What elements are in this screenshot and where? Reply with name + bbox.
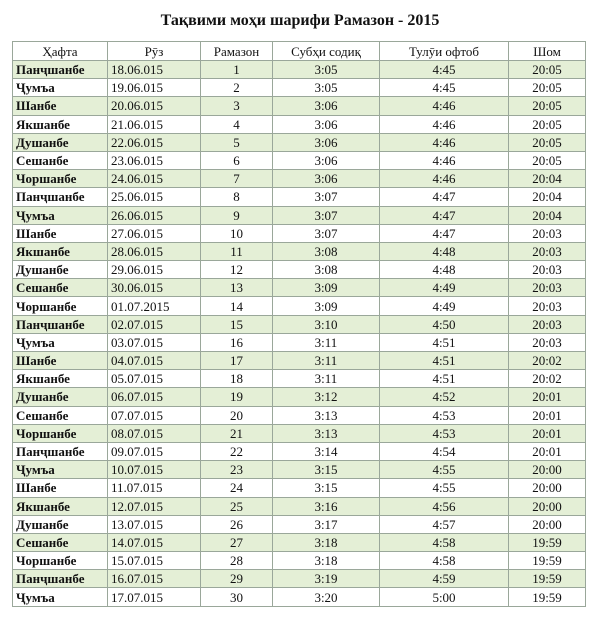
cell-date: 19.06.015 <box>108 79 201 97</box>
cell-date: 30.06.015 <box>108 279 201 297</box>
table-row <box>13 79 586 97</box>
cell-dawn: 3:09 <box>273 297 380 315</box>
cell-sunrise: 4:54 <box>380 442 509 460</box>
table-row <box>13 533 586 551</box>
cell-sunrise: 4:49 <box>380 279 509 297</box>
cell-weekday: Якшанбе <box>13 115 108 133</box>
cell-ramadan-day: 24 <box>201 479 273 497</box>
cell-dawn: 3:20 <box>273 588 380 606</box>
cell-sunrise: 4:48 <box>380 242 509 260</box>
cell-ramadan-day: 15 <box>201 315 273 333</box>
cell-ramadan-day: 29 <box>201 570 273 588</box>
cell-weekday: Ҷумъа <box>13 588 108 606</box>
cell-ramadan-day: 21 <box>201 424 273 442</box>
cell-ramadan-day: 28 <box>201 552 273 570</box>
cell-sunset: 20:05 <box>509 115 586 133</box>
cell-sunset: 20:05 <box>509 61 586 79</box>
cell-weekday: Душанбе <box>13 515 108 533</box>
cell-sunrise: 4:46 <box>380 170 509 188</box>
cell-dawn: 3:08 <box>273 261 380 279</box>
cell-date: 16.07.015 <box>108 570 201 588</box>
cell-dawn: 3:06 <box>273 97 380 115</box>
cell-ramadan-day: 26 <box>201 515 273 533</box>
cell-date: 04.07.015 <box>108 352 201 370</box>
table-row <box>13 570 586 588</box>
cell-sunrise: 4:46 <box>380 133 509 151</box>
table-row <box>13 461 586 479</box>
cell-sunrise: 4:51 <box>380 352 509 370</box>
cell-sunrise: 4:59 <box>380 570 509 588</box>
cell-sunset: 20:03 <box>509 333 586 351</box>
table-row <box>13 133 586 151</box>
cell-weekday: Якшанбе <box>13 242 108 260</box>
cell-sunrise: 4:47 <box>380 206 509 224</box>
header-week: Ҳафта <box>13 42 108 61</box>
cell-dawn: 3:08 <box>273 242 380 260</box>
cell-sunset: 20:05 <box>509 151 586 169</box>
table-row <box>13 515 586 533</box>
cell-sunset: 20:00 <box>509 497 586 515</box>
cell-sunset: 20:03 <box>509 242 586 260</box>
cell-sunset: 20:02 <box>509 352 586 370</box>
cell-weekday: Ҷумъа <box>13 206 108 224</box>
cell-sunset: 20:03 <box>509 224 586 242</box>
cell-sunrise: 4:53 <box>380 424 509 442</box>
cell-sunrise: 4:45 <box>380 79 509 97</box>
cell-sunset: 20:04 <box>509 170 586 188</box>
cell-weekday: Сешанбе <box>13 151 108 169</box>
cell-sunset: 20:01 <box>509 442 586 460</box>
cell-ramadan-day: 4 <box>201 115 273 133</box>
cell-date: 11.07.015 <box>108 479 201 497</box>
cell-sunrise: 4:46 <box>380 151 509 169</box>
cell-weekday: Шанбе <box>13 224 108 242</box>
cell-weekday: Чоршанбе <box>13 424 108 442</box>
table-row <box>13 552 586 570</box>
table-row <box>13 370 586 388</box>
cell-date: 17.07.015 <box>108 588 201 606</box>
table-row <box>13 151 586 169</box>
cell-date: 22.06.015 <box>108 133 201 151</box>
cell-weekday: Панҷшанбе <box>13 61 108 79</box>
cell-ramadan-day: 14 <box>201 297 273 315</box>
cell-sunset: 20:04 <box>509 206 586 224</box>
cell-sunset: 20:03 <box>509 297 586 315</box>
cell-ramadan-day: 5 <box>201 133 273 151</box>
cell-dawn: 3:07 <box>273 224 380 242</box>
cell-ramadan-day: 17 <box>201 352 273 370</box>
cell-sunrise: 4:48 <box>380 261 509 279</box>
cell-weekday: Шанбе <box>13 352 108 370</box>
cell-date: 27.06.015 <box>108 224 201 242</box>
table-row <box>13 352 586 370</box>
cell-sunrise: 4:51 <box>380 333 509 351</box>
cell-date: 02.07.015 <box>108 315 201 333</box>
cell-sunset: 20:00 <box>509 515 586 533</box>
cell-date: 08.07.015 <box>108 424 201 442</box>
table-row <box>13 206 586 224</box>
cell-weekday: Ҷумъа <box>13 79 108 97</box>
cell-dawn: 3:14 <box>273 442 380 460</box>
cell-ramadan-day: 8 <box>201 188 273 206</box>
cell-dawn: 3:15 <box>273 479 380 497</box>
cell-sunrise: 4:56 <box>380 497 509 515</box>
cell-sunset: 20:05 <box>509 133 586 151</box>
cell-ramadan-day: 1 <box>201 61 273 79</box>
cell-date: 09.07.015 <box>108 442 201 460</box>
cell-date: 10.07.015 <box>108 461 201 479</box>
cell-dawn: 3:11 <box>273 333 380 351</box>
cell-sunrise: 4:53 <box>380 406 509 424</box>
cell-ramadan-day: 3 <box>201 97 273 115</box>
cell-dawn: 3:11 <box>273 352 380 370</box>
cell-dawn: 3:05 <box>273 79 380 97</box>
cell-ramadan-day: 11 <box>201 242 273 260</box>
cell-weekday: Чоршанбе <box>13 552 108 570</box>
cell-sunrise: 4:46 <box>380 115 509 133</box>
cell-date: 18.06.015 <box>108 61 201 79</box>
cell-weekday: Сешанбе <box>13 533 108 551</box>
cell-dawn: 3:07 <box>273 188 380 206</box>
cell-weekday: Сешанбе <box>13 406 108 424</box>
cell-weekday: Душанбе <box>13 261 108 279</box>
cell-dawn: 3:09 <box>273 279 380 297</box>
cell-dawn: 3:15 <box>273 461 380 479</box>
cell-dawn: 3:06 <box>273 151 380 169</box>
cell-sunset: 20:00 <box>509 479 586 497</box>
table-row <box>13 115 586 133</box>
cell-weekday: Панҷшанбе <box>13 188 108 206</box>
cell-sunset: 20:01 <box>509 388 586 406</box>
cell-weekday: Шанбе <box>13 479 108 497</box>
cell-sunrise: 4:58 <box>380 533 509 551</box>
table-row <box>13 97 586 115</box>
cell-date: 20.06.015 <box>108 97 201 115</box>
cell-dawn: 3:06 <box>273 133 380 151</box>
cell-dawn: 3:05 <box>273 61 380 79</box>
cell-ramadan-day: 7 <box>201 170 273 188</box>
cell-sunset: 20:05 <box>509 79 586 97</box>
cell-sunset: 20:01 <box>509 406 586 424</box>
table-body <box>13 61 586 607</box>
cell-sunset: 19:59 <box>509 588 586 606</box>
cell-sunrise: 4:55 <box>380 461 509 479</box>
cell-sunrise: 4:58 <box>380 552 509 570</box>
cell-ramadan-day: 20 <box>201 406 273 424</box>
cell-sunrise: 4:57 <box>380 515 509 533</box>
header-ramadan: Рамазон <box>201 42 273 61</box>
table-row <box>13 442 586 460</box>
cell-sunset: 20:05 <box>509 97 586 115</box>
cell-ramadan-day: 22 <box>201 442 273 460</box>
cell-ramadan-day: 19 <box>201 388 273 406</box>
cell-sunset: 19:59 <box>509 570 586 588</box>
cell-date: 15.07.015 <box>108 552 201 570</box>
cell-ramadan-day: 9 <box>201 206 273 224</box>
cell-date: 23.06.015 <box>108 151 201 169</box>
cell-sunrise: 4:50 <box>380 315 509 333</box>
header-row <box>13 42 586 61</box>
cell-sunrise: 4:51 <box>380 370 509 388</box>
table-row <box>13 333 586 351</box>
cell-sunrise: 4:52 <box>380 388 509 406</box>
cell-sunset: 20:03 <box>509 315 586 333</box>
cell-weekday: Панҷшанбе <box>13 315 108 333</box>
cell-date: 07.07.015 <box>108 406 201 424</box>
cell-date: 25.06.015 <box>108 188 201 206</box>
cell-date: 05.07.015 <box>108 370 201 388</box>
cell-ramadan-day: 25 <box>201 497 273 515</box>
cell-sunset: 20:02 <box>509 370 586 388</box>
cell-dawn: 3:12 <box>273 388 380 406</box>
cell-date: 24.06.015 <box>108 170 201 188</box>
cell-weekday: Ҷумъа <box>13 461 108 479</box>
cell-weekday: Чоршанбе <box>13 297 108 315</box>
cell-weekday: Панҷшанбе <box>13 570 108 588</box>
cell-sunset: 20:03 <box>509 261 586 279</box>
header-sunrise: Тулӯи офтоб <box>380 42 509 61</box>
cell-weekday: Якшанбе <box>13 370 108 388</box>
table-row <box>13 279 586 297</box>
header-sunset: Шом <box>509 42 586 61</box>
table-row <box>13 242 586 260</box>
table-row <box>13 479 586 497</box>
cell-sunrise: 4:55 <box>380 479 509 497</box>
cell-sunset: 19:59 <box>509 552 586 570</box>
table-row <box>13 170 586 188</box>
cell-sunrise: 4:47 <box>380 188 509 206</box>
cell-dawn: 3:13 <box>273 424 380 442</box>
cell-dawn: 3:11 <box>273 370 380 388</box>
table-row <box>13 388 586 406</box>
cell-dawn: 3:06 <box>273 170 380 188</box>
cell-weekday: Душанбе <box>13 388 108 406</box>
cell-date: 26.06.015 <box>108 206 201 224</box>
cell-sunset: 19:59 <box>509 533 586 551</box>
cell-ramadan-day: 30 <box>201 588 273 606</box>
cell-sunrise: 4:49 <box>380 297 509 315</box>
table-row <box>13 315 586 333</box>
cell-date: 28.06.015 <box>108 242 201 260</box>
cell-date: 01.07.2015 <box>108 297 201 315</box>
cell-dawn: 3:13 <box>273 406 380 424</box>
cell-sunrise: 4:46 <box>380 97 509 115</box>
cell-date: 03.07.015 <box>108 333 201 351</box>
table-row <box>13 497 586 515</box>
cell-weekday: Сешанбе <box>13 279 108 297</box>
table-row <box>13 61 586 79</box>
table-row <box>13 588 586 606</box>
cell-ramadan-day: 18 <box>201 370 273 388</box>
cell-weekday: Чоршанбе <box>13 170 108 188</box>
cell-date: 29.06.015 <box>108 261 201 279</box>
cell-ramadan-day: 13 <box>201 279 273 297</box>
table-row <box>13 297 586 315</box>
cell-ramadan-day: 16 <box>201 333 273 351</box>
cell-sunrise: 4:47 <box>380 224 509 242</box>
cell-weekday: Якшанбе <box>13 497 108 515</box>
cell-dawn: 3:10 <box>273 315 380 333</box>
cell-date: 06.07.015 <box>108 388 201 406</box>
cell-ramadan-day: 23 <box>201 461 273 479</box>
cell-dawn: 3:19 <box>273 570 380 588</box>
cell-ramadan-day: 12 <box>201 261 273 279</box>
cell-date: 12.07.015 <box>108 497 201 515</box>
cell-weekday: Душанбе <box>13 133 108 151</box>
calendar-title: Тақвими моҳи шарифи Рамазон - 2015 <box>160 12 440 29</box>
cell-date: 21.06.015 <box>108 115 201 133</box>
table-row <box>13 261 586 279</box>
cell-sunrise: 5:00 <box>380 588 509 606</box>
cell-dawn: 3:07 <box>273 206 380 224</box>
cell-weekday: Панҷшанбе <box>13 442 108 460</box>
cell-ramadan-day: 10 <box>201 224 273 242</box>
cell-sunset: 20:03 <box>509 279 586 297</box>
cell-dawn: 3:18 <box>273 552 380 570</box>
cell-weekday: Ҷумъа <box>13 333 108 351</box>
cell-ramadan-day: 6 <box>201 151 273 169</box>
cell-dawn: 3:16 <box>273 497 380 515</box>
ramadan-timetable <box>12 41 586 607</box>
cell-sunrise: 4:45 <box>380 61 509 79</box>
cell-sunset: 20:04 <box>509 188 586 206</box>
cell-sunset: 20:01 <box>509 424 586 442</box>
cell-ramadan-day: 2 <box>201 79 273 97</box>
table-row <box>13 224 586 242</box>
cell-dawn: 3:18 <box>273 533 380 551</box>
cell-weekday: Шанбе <box>13 97 108 115</box>
cell-sunset: 20:00 <box>509 461 586 479</box>
header-dawn: Субҳи содиқ <box>273 42 380 61</box>
cell-date: 13.07.015 <box>108 515 201 533</box>
table-row <box>13 188 586 206</box>
cell-dawn: 3:17 <box>273 515 380 533</box>
table-row <box>13 406 586 424</box>
cell-ramadan-day: 27 <box>201 533 273 551</box>
cell-dawn: 3:06 <box>273 115 380 133</box>
header-day: Рӯз <box>108 42 201 61</box>
table-row <box>13 424 586 442</box>
cell-date: 14.07.015 <box>108 533 201 551</box>
